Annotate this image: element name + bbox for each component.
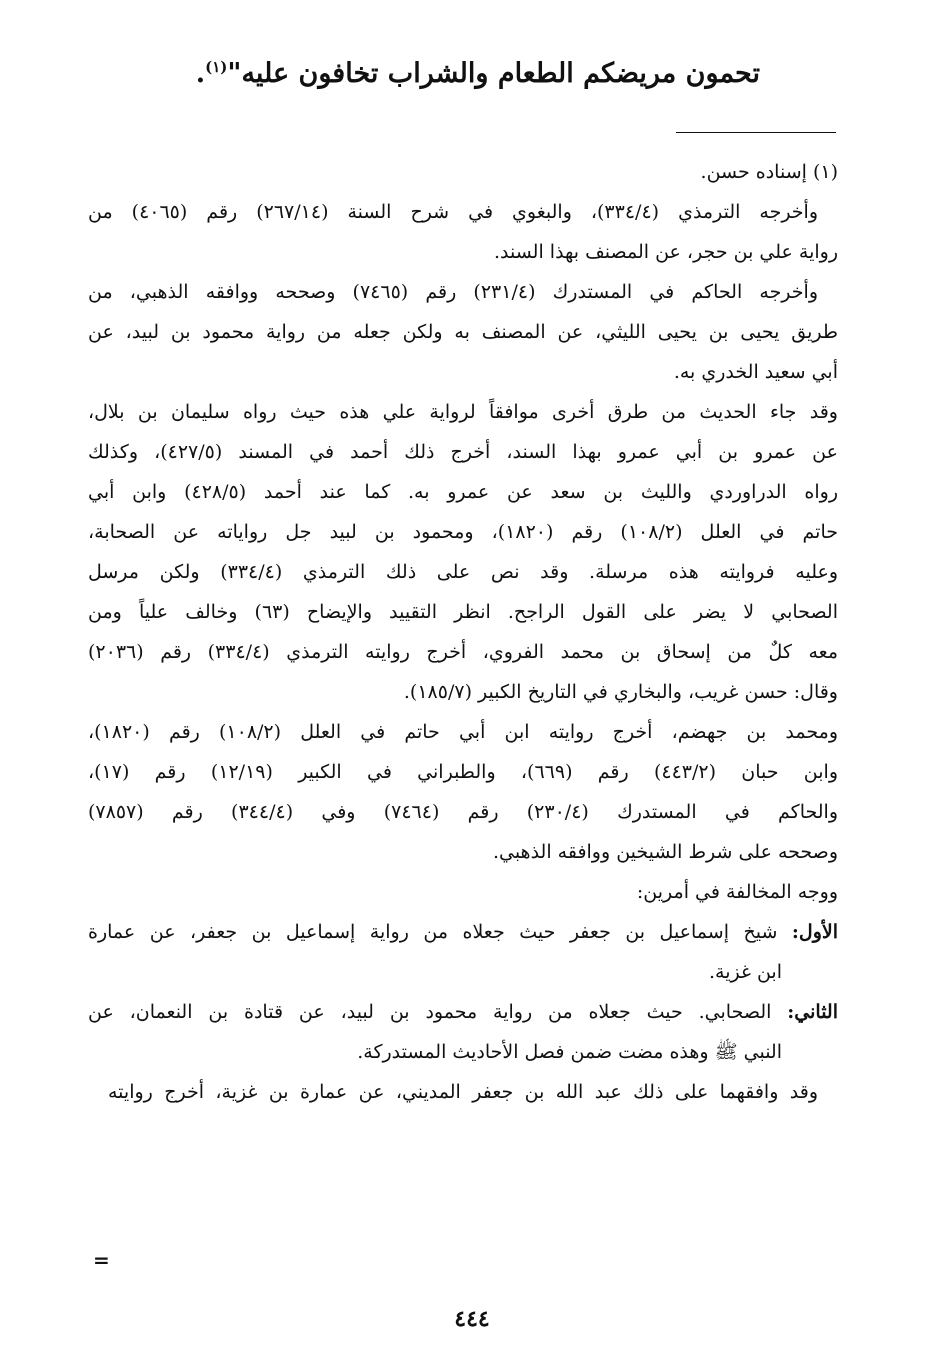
point-label-first: الأول: (791, 921, 838, 943)
footnote-line: ابن غزية. (708, 961, 782, 983)
title-text: تحمون مريضكم الطعام والشراب تخافون عليه" (227, 58, 760, 89)
page-number: ٤٤٤ (454, 1306, 490, 1332)
continuation-mark: = (93, 1248, 110, 1272)
point-text-second: الصحابي. حيث جعلاه من رواية محمود بن لبيد، عن قتادة بن النعمان، عن (88, 1001, 788, 1023)
footnote-body (88, 152, 838, 1112)
footnote-line: أبي سعيد الخدري به. (673, 361, 838, 383)
footnote-line: عن عمرو بن أبي عمرو بهذا السند، أخرج ذلك أحمد في المسند (٤٢٧/٥)، وكذلك (88, 441, 838, 463)
title-footnote-ref: (١) (205, 58, 228, 76)
footnote-line: (١) إسناده حسن. (700, 161, 838, 183)
point-label-second: الثاني: (787, 1001, 838, 1023)
point-text-first: شيخ إسماعيل بن جعفر حيث جعلاه من رواية إسماعيل بن جعفر، عن عمارة (88, 921, 792, 943)
footnote-line (88, 912, 838, 952)
footnote-line: النبي ﷺ وهذه مضت ضمن فصل الأحاديث المستدركة. (357, 1041, 782, 1063)
footnote-line: والحاكم في المستدرك (٢٣٠/٤) رقم (٧٤٦٤) وفي (٣٤٤/٤) رقم (٧٨٥٧) (88, 801, 839, 823)
footnote-separator (676, 132, 836, 133)
title-end: . (195, 58, 206, 89)
footnote-line: حاتم في العلل (١٠٨/٢) رقم (١٨٢٠)، ومحمود بن لبيد جل رواياته عن الصحابة، (88, 521, 838, 543)
footnote-line: طريق يحيى بن يحيى الليثي، عن المصنف به ولكن جعله من رواية محمود بن لبيد، عن (88, 321, 838, 343)
footnote-line: وأخرجه الحاكم في المستدرك (٢٣١/٤) رقم (٧٤٦٥) وصححه ووافقه الذهبي، من (88, 281, 818, 303)
footnote-line: رواه الدراوردي والليث بن سعد عن عمرو به. كما عند أحمد (٤٢٨/٥) وابن أبي (88, 481, 838, 503)
footnote-line: وقد جاء الحديث من طرق أخرى موافقاً لرواية علي هذه حيث رواه سليمان بن بلال، (88, 401, 838, 423)
footnote-line: وقد وافقهما على ذلك عبد الله بن جعفر المديني، عن عمارة بن غزية، أخرج روايته (108, 1081, 818, 1103)
footnote-line: وعليه فروايته هذه مرسلة. وقد نص على ذلك الترمذي (٣٣٤/٤) ولكن مرسل (88, 561, 838, 583)
footnote-line: رواية علي بن حجر، عن المصنف بهذا السند. (493, 241, 838, 263)
footnote-line: وابن حبان (٤٤٣/٢) رقم (٦٦٩)، والطبراني في الكبير (١٢/١٩) رقم (١٧)، (88, 761, 839, 783)
footnote-line: ومحمد بن جهضم، أخرج روايته ابن أبي حاتم في العلل (١٠٨/٢) رقم (١٨٢٠)، (88, 721, 838, 743)
footnote-line: وقال: حسن غريب، والبخاري في التاريخ الكبير (١٨٥/٧). (403, 681, 838, 703)
footnote-line (88, 992, 838, 1032)
footnote-line: معه كلٌ من إسحاق بن محمد الفروي، أخرج روايته الترمذي (٣٣٤/٤) رقم (٢٠٣٦) (88, 641, 838, 663)
footnote-line: ووجه المخالفة في أمرين: (636, 881, 838, 903)
page-title (195, 58, 760, 89)
footnote-line: الصحابي لا يضر على القول الراجح. انظر التقييد والإيضاح (٦٣) وخالف علياً ومن (88, 601, 838, 623)
footnote-line: وأخرجه الترمذي (٣٣٤/٤)، والبغوي في شرح السنة (٢٦٧/١٤) رقم (٤٠٦٥) من (88, 201, 819, 223)
footnote-line: وصححه على شرط الشيخين ووافقه الذهبي. (492, 841, 838, 863)
